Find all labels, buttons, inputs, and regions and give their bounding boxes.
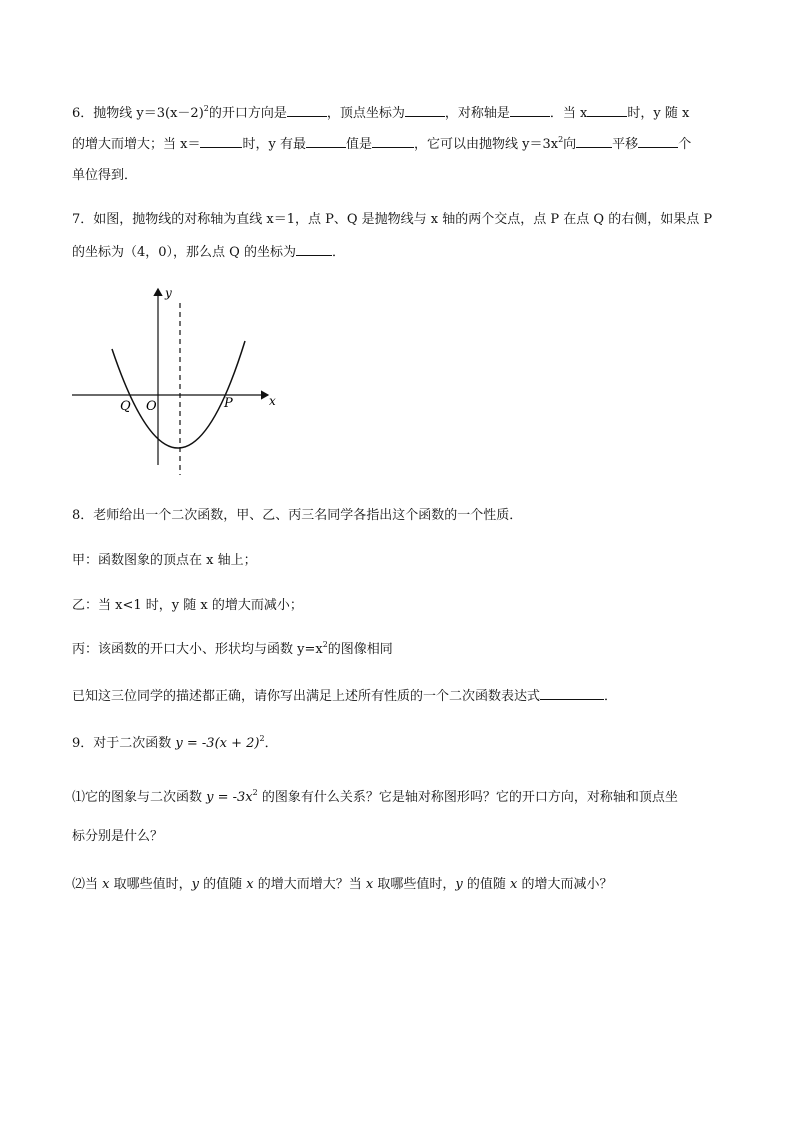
q9-variable: x bbox=[246, 877, 254, 892]
q9-variable: x bbox=[102, 877, 110, 892]
q9-variable: y bbox=[455, 877, 463, 892]
q8-ask bbox=[72, 687, 617, 706]
q6-blank-extreme-value[interactable] bbox=[372, 135, 414, 148]
q8-text: ． bbox=[604, 689, 618, 704]
q9-formula: y = -3x bbox=[206, 790, 253, 805]
q7-line-1: 7．如图，抛物线的对称轴为直线 x＝1，点 P、Q 是抛物线与 x 轴的两个交点，点 P 在点 Q 的右侧，如果点 P bbox=[72, 212, 713, 227]
q6-blank-vertex[interactable] bbox=[405, 104, 445, 117]
q9-variable: x bbox=[365, 877, 374, 892]
q9-part1-line-1 bbox=[72, 789, 678, 807]
q6-text: 向 bbox=[563, 137, 577, 152]
q6-line-3: 单位得到． bbox=[72, 168, 138, 183]
q9-superscript: 2 bbox=[252, 788, 258, 797]
q6-blank-axis[interactable] bbox=[510, 104, 550, 117]
q7-line-2 bbox=[72, 243, 345, 262]
q6-blank-units[interactable] bbox=[638, 135, 678, 148]
q6-text: 平移 bbox=[612, 137, 639, 152]
q8-statement-bing bbox=[72, 641, 393, 659]
q6-blank-max-min[interactable] bbox=[306, 135, 346, 148]
q9-text: 的增大而增大？当 bbox=[253, 877, 366, 892]
q9-variable: x bbox=[509, 877, 518, 892]
q9-formula: y = -3(x + 2) bbox=[175, 736, 260, 751]
q6-blank-x-range[interactable] bbox=[587, 104, 627, 117]
q6-blank-x-value[interactable] bbox=[200, 135, 242, 148]
q6-text: ．当 x bbox=[549, 106, 588, 121]
q9-text: ⑵当 bbox=[72, 877, 103, 892]
q9-variable: y bbox=[191, 877, 199, 892]
q6-superscript: 2 bbox=[203, 104, 209, 113]
y-axis-label: y bbox=[165, 286, 172, 300]
parabola-graph bbox=[70, 285, 280, 475]
point-p-label: P bbox=[224, 396, 233, 411]
origin-label: O bbox=[146, 399, 157, 414]
q6-text: 时，y 有最 bbox=[242, 137, 306, 152]
q8-statement-jia: 甲：函数图象的顶点在 x 轴上； bbox=[72, 553, 257, 568]
q9-text: 取哪些值时， bbox=[109, 877, 192, 892]
q6-text: 值是 bbox=[345, 137, 372, 152]
q6-text: ，它可以由抛物线 y＝3x bbox=[413, 137, 559, 152]
q6-blank-direction[interactable] bbox=[576, 135, 612, 148]
q8-text: 已知这三位同学的描述都正确，请你写出满足上述所有性质的一个二次函数表达式 bbox=[72, 689, 541, 704]
q9-text: 的值随 bbox=[462, 877, 510, 892]
q8-blank-expression[interactable] bbox=[540, 687, 604, 700]
q7-text: ． bbox=[331, 245, 345, 260]
q6-text: 个 bbox=[678, 137, 692, 152]
q6-blank-opening[interactable] bbox=[287, 104, 327, 117]
q6-text: ，顶点坐标为 bbox=[326, 106, 405, 121]
q8-text: 的图像相同 bbox=[327, 642, 393, 657]
q6-text: 的开口方向是 bbox=[208, 106, 287, 121]
q9-text: 的图象有什么关系？它是轴对称图形吗？它的开口方向，对称轴和顶点坐 bbox=[257, 790, 678, 805]
q7-text: 的坐标为（4，0），那么点 Q 的坐标为 bbox=[72, 245, 296, 260]
q6-text: 时，y 随 x bbox=[627, 106, 690, 121]
q9-text: 的增大而减小？ bbox=[517, 877, 613, 892]
q9-text: ⑴它的图象与二次函数 bbox=[72, 790, 207, 805]
q9-intro bbox=[72, 735, 278, 753]
q9-part1-line-2: 标分别是什么？ bbox=[72, 829, 164, 844]
q6-line-1 bbox=[72, 104, 689, 123]
q9-superscript: 2 bbox=[259, 734, 265, 743]
q8-intro: 8．老师给出一个二次函数，甲、乙、丙三名同学各指出这个函数的一个性质． bbox=[72, 508, 523, 523]
q9-text: 9．对于二次函数 bbox=[72, 736, 176, 751]
q6-text: 的增大而增大；当 x＝ bbox=[72, 137, 201, 152]
q6-text: ，对称轴是 bbox=[444, 106, 510, 121]
x-axis-label: x bbox=[269, 394, 276, 408]
point-q-label: Q bbox=[120, 399, 131, 414]
q8-statement-yi: 乙：当 x<1 时，y 随 x 的增大而减小； bbox=[72, 598, 303, 613]
q9-text: ． bbox=[264, 736, 278, 751]
q9-part2 bbox=[72, 876, 612, 894]
q6-line-2 bbox=[72, 135, 691, 154]
q8-superscript: 2 bbox=[322, 640, 328, 649]
q6-text: 6．抛物线 y＝3(x－2) bbox=[72, 106, 204, 121]
q9-text: 的值随 bbox=[198, 877, 247, 892]
q6-superscript: 2 bbox=[558, 135, 564, 144]
q7-blank-q-coordinate[interactable] bbox=[296, 243, 332, 256]
q9-text: 取哪些值时， bbox=[373, 877, 456, 892]
q8-text: 丙：该函数的开口大小、形状均与函数 y=x bbox=[72, 642, 323, 657]
